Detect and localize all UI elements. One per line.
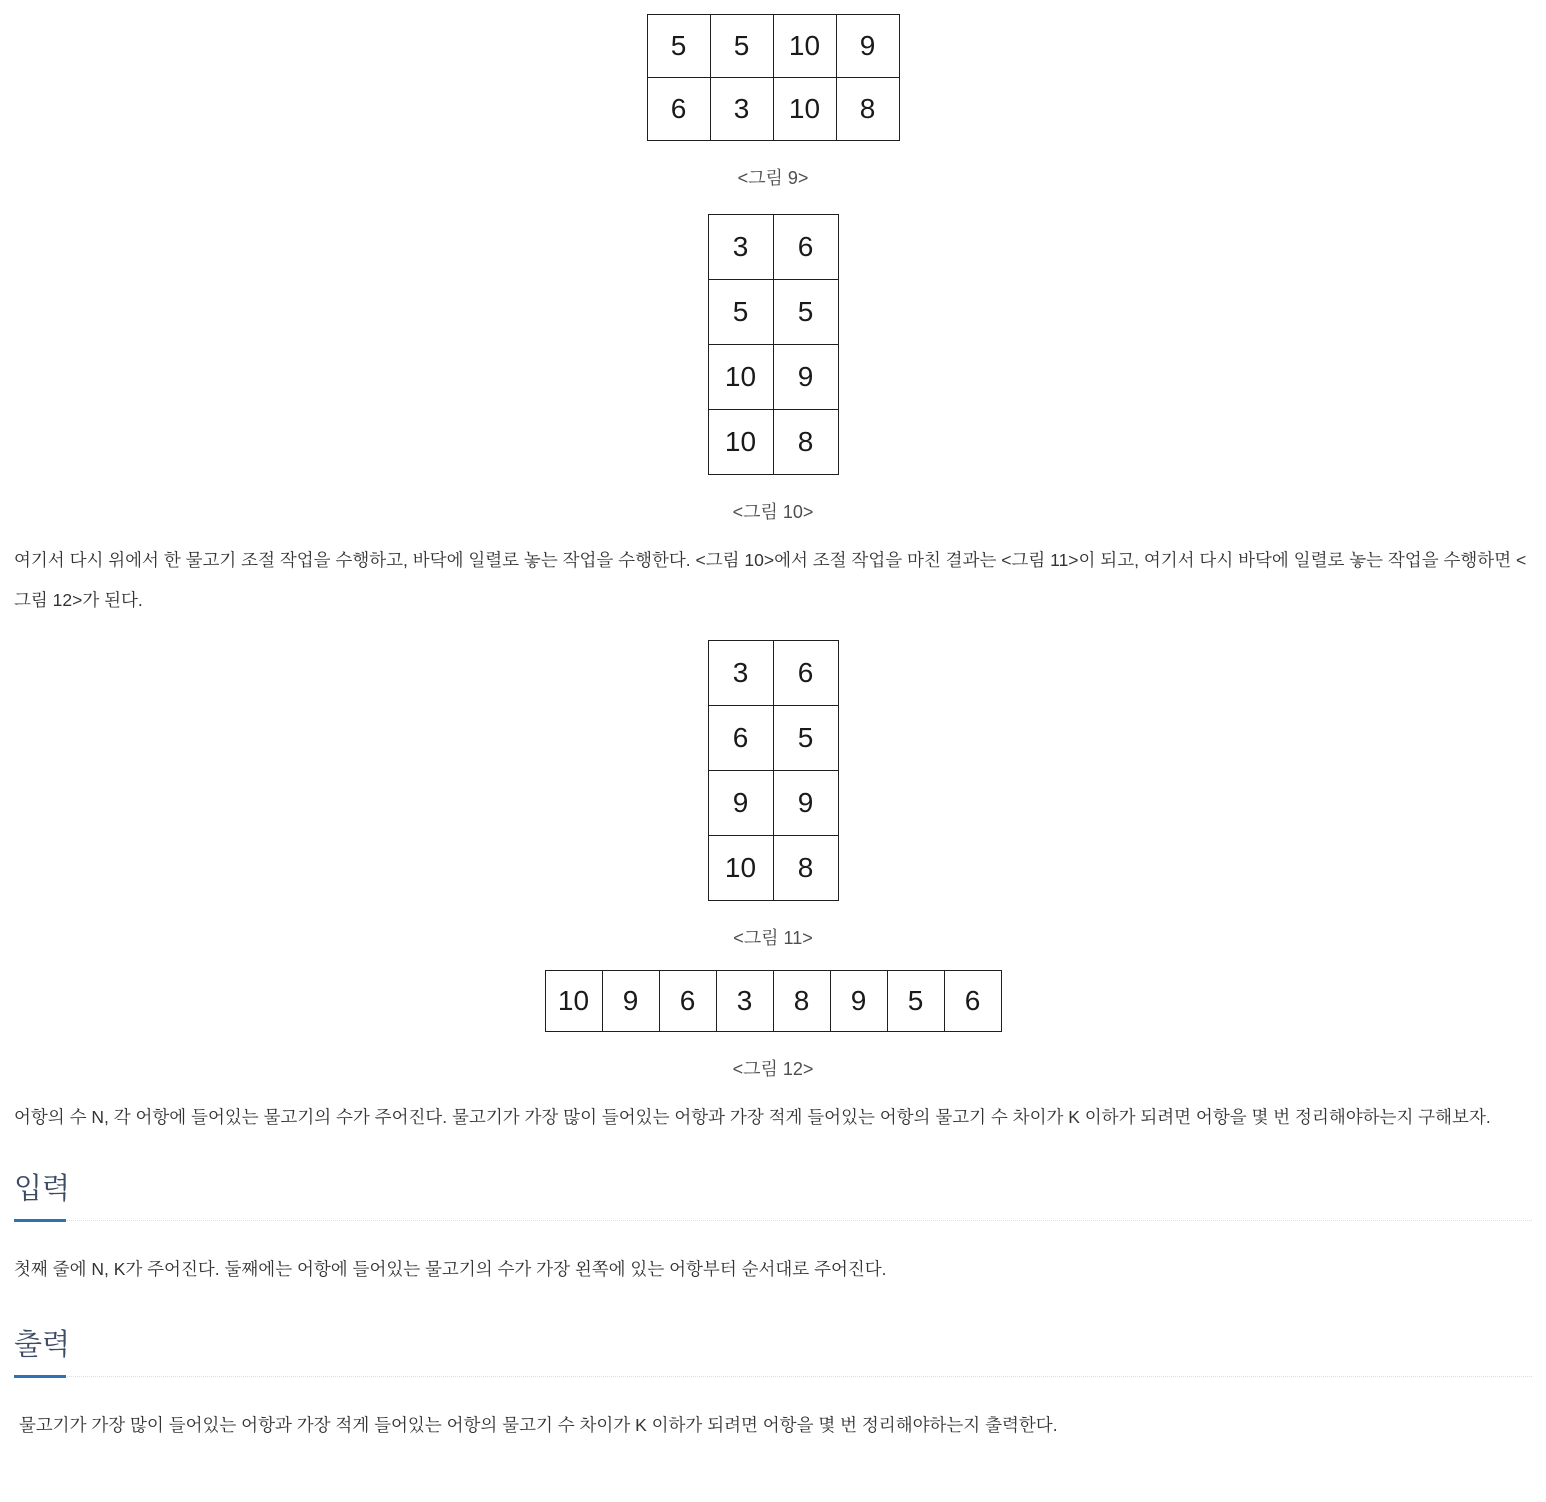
fish-count-cell: 9: [830, 971, 887, 1032]
fish-count-cell: 6: [659, 971, 716, 1032]
headline-underline: [14, 1375, 66, 1378]
figure-12: [0, 970, 1546, 1081]
fish-count-cell: 6: [708, 706, 773, 771]
fish-count-cell: 10: [773, 15, 836, 78]
fish-count-cell: 6: [773, 641, 838, 706]
description-paragraph: 여기서 다시 위에서 한 물고기 조절 작업을 수행하고, 바닥에 일렬로 놓는 작업을 수행한다. <그림 10>에서 조절 작업을 마친 결과는 <그림 11>이 되고, 여기서 다시 바닥에 일렬로 놓는 작업을 수행하면 <그림 12>가 된다.: [14, 550, 1527, 610]
figure-10: [0, 214, 1546, 524]
figure-11: [0, 640, 1546, 950]
table-row: [708, 345, 838, 410]
fish-count-cell: 6: [773, 215, 838, 280]
fish-count-cell: 6: [647, 78, 710, 141]
fish-count-cell: 5: [708, 280, 773, 345]
input-section-headline: [14, 1171, 1532, 1221]
figure-caption: <그림 10>: [732, 502, 814, 522]
output-section-headline: [14, 1327, 1532, 1377]
table-row: [545, 971, 1001, 1032]
fish-count-cell: 10: [708, 345, 773, 410]
fish-count-cell: 3: [716, 971, 773, 1032]
table-row: [708, 280, 838, 345]
table-row: [708, 410, 838, 475]
table-row: [708, 706, 838, 771]
fish-count-cell: 9: [836, 15, 899, 78]
fish-count-cell: 6: [944, 971, 1001, 1032]
fish-count-cell: 8: [773, 836, 838, 901]
fish-count-cell: 10: [545, 971, 602, 1032]
fish-count-cell: 9: [602, 971, 659, 1032]
fish-count-cell: 8: [773, 410, 838, 475]
fish-count-cell: 3: [710, 78, 773, 141]
fish-count-cell: 5: [887, 971, 944, 1032]
fish-count-cell: 5: [773, 706, 838, 771]
output-description-paragraph: 물고기가 가장 많이 들어있는 어항과 가장 적게 들어있는 어항의 물고기 수 차이가 K 이하가 되려면 어항을 몇 번 정리해야하는지 출력한다.: [14, 1415, 1058, 1435]
table-row: [708, 771, 838, 836]
figure-caption: <그림 11>: [733, 928, 813, 948]
fish-count-cell: 5: [773, 280, 838, 345]
table-row: [647, 78, 899, 141]
table-row: [708, 641, 838, 706]
section-title-input: 입력: [14, 1173, 71, 1205]
table-row: [708, 836, 838, 901]
fish-table-fig10: [708, 214, 839, 475]
fish-count-cell: 9: [773, 771, 838, 836]
fish-count-cell: 5: [710, 15, 773, 78]
fish-count-cell: 9: [773, 345, 838, 410]
fish-table-fig11: [708, 640, 839, 901]
table-row: [647, 15, 899, 78]
fish-count-cell: 5: [647, 15, 710, 78]
fish-count-cell: 10: [708, 836, 773, 901]
figure-caption: <그림 12>: [732, 1059, 814, 1079]
fish-count-cell: 3: [708, 641, 773, 706]
table-row: [708, 215, 838, 280]
fish-count-cell: 8: [773, 971, 830, 1032]
headline-underline: [14, 1219, 66, 1222]
problem-goal-paragraph: 어항의 수 N, 각 어항에 들어있는 물고기의 수가 주어진다. 물고기가 가장 많이 들어있는 어항과 가장 적게 들어있는 어항의 물고기 수 차이가 K 이하가 되려면 어항을 몇 번 정리해야하는지 구해보자.: [14, 1107, 1491, 1127]
figure-9: [0, 14, 1546, 190]
fish-count-cell: 9: [708, 771, 773, 836]
section-title-output: 출력: [14, 1329, 71, 1361]
input-description-paragraph: 첫째 줄에 N, K가 주어진다. 둘째에는 어항에 들어있는 물고기의 수가 가장 왼쪽에 있는 어항부터 순서대로 주어진다.: [14, 1259, 887, 1279]
fish-count-cell: 10: [773, 78, 836, 141]
figure-caption: <그림 9>: [737, 168, 809, 188]
fish-table-fig12: [545, 970, 1002, 1032]
fish-count-cell: 3: [708, 215, 773, 280]
fish-table-fig9: [647, 14, 900, 141]
fish-count-cell: 8: [836, 78, 899, 141]
fish-count-cell: 10: [708, 410, 773, 475]
